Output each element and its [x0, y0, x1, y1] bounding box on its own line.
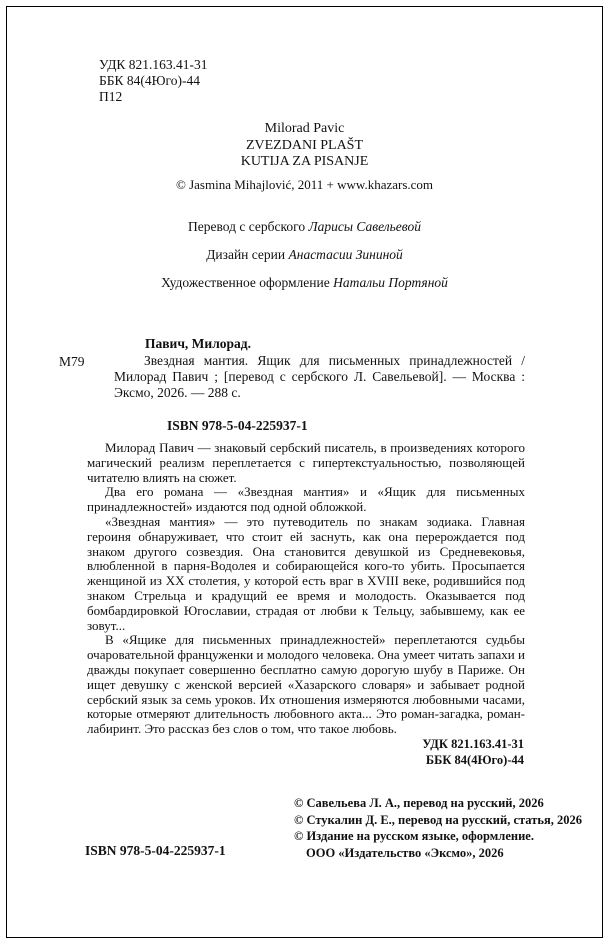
- art-design-credit: [7, 275, 602, 290]
- book-imprint-page: [6, 6, 603, 938]
- bbk-code-top: ББК 84(4Юго)-44: [99, 73, 200, 88]
- original-copyright: © Jasmina Mihajlović, 2011 + www.khazars.com: [175, 176, 434, 192]
- copyright-line: ООО «Издательство «Эксмо», 2026: [306, 845, 504, 860]
- udk-code-bottom: УДК 821.163.41-31: [422, 737, 524, 751]
- copyright-line: © Стукалин Д. Е., перевод на русский, статья, 2026: [294, 812, 582, 827]
- udk-code-top: УДК 821.163.41-31: [99, 57, 208, 72]
- original-author: Milorad Pavic: [264, 121, 345, 136]
- series-design-credit: [7, 247, 602, 262]
- author-sign: П12: [99, 89, 123, 104]
- classification-codes-bottom: [422, 737, 524, 768]
- series-design-credit-prefix: Дизайн серии: [206, 247, 289, 262]
- copyright-line: © Издание на русском языке, оформление.: [294, 829, 534, 843]
- bbk-code-bottom: ББК 84(4Юго)-44: [425, 752, 524, 767]
- annotation-paragraph: Милорад Павич — знаковый сербский писатель, в произведениях которого магический реализм переплетается с гипертекстуальностью, позволяющей читателю влиять на сюжет.: [87, 440, 525, 485]
- series-design-credit-name: Анастасии Зининой: [288, 247, 403, 262]
- original-title-line1: ZVEZDANI PLAŠT: [245, 137, 364, 153]
- translation-credit: [7, 219, 602, 234]
- catalog-author: Павич, Милорад.: [145, 336, 251, 351]
- credits-block: [7, 219, 602, 303]
- art-design-credit-name: Натальи Портяной: [333, 275, 448, 290]
- original-title-block: [7, 121, 602, 193]
- art-design-credit-prefix: Художественное оформление: [161, 275, 334, 290]
- annotation-block: [87, 441, 525, 737]
- annotation-paragraph: Два его романа — «Звездная мантия» и «Ящик для письменных принадлежностей» издаются под одной обложкой.: [87, 484, 525, 515]
- isbn-catalog: ISBN 978-5-04-225937-1: [167, 418, 308, 433]
- original-title-line2: KUTIJA ZA PISANJE: [240, 154, 369, 169]
- annotation-paragraph: В «Ящике для письменных принадлежностей» переплетаются судьбы очаровательной француженки и молодого человека. Она умеет читать запахи и дважды покупает совершенно бесплатно самую дорогую шубу в Париже. Он ищет девушку с женской версией «Хазарского словаря» и забывает родной сербский язык за семь уроков. Их отношения измеряются любовными часами, которые отмеряют длительность любовного акта... Это роман-загадка, роман-лабиринт. Это рассказ без слов о том, что такое любовь.: [87, 632, 525, 737]
- catalog-description: Звездная мантия. Ящик для письменных принадлежностей / Милорад Павич ; [перевод с сербского Л. Савельевой]. — Москва : Эксмо, 2026. — 288 с.: [114, 353, 525, 401]
- catalog-card-code: М79: [59, 354, 85, 369]
- translation-credit-name: Ларисы Савельевой: [308, 219, 421, 234]
- classification-codes-top: [99, 57, 208, 105]
- translation-credit-prefix: Перевод с сербского: [188, 219, 309, 234]
- copyright-block: [294, 795, 582, 861]
- annotation-paragraph: «Звездная мантия» — это путеводитель по знакам зодиака. Главная героиня обнаруживает, что стоит ей заснуть, как она перерождается под знаком другого созвездия. Она становится девушкой из Средневековья, влюбленной в парня-Водолея и собирающейся кого-то убить. Просыпается женщиной из XX столетия, у которой есть враг в XVIII веке, родившийся под знаком Стрельца и крадущий ее время и молодость. Оказывается под бомбардировкой Югославии, страдая от любви к Тельцу, забывшему, как ее зовут...: [87, 513, 525, 633]
- copyright-line: © Савельева Л. А., перевод на русский, 2026: [294, 796, 544, 810]
- isbn-bottom: ISBN 978-5-04-225937-1: [85, 843, 226, 858]
